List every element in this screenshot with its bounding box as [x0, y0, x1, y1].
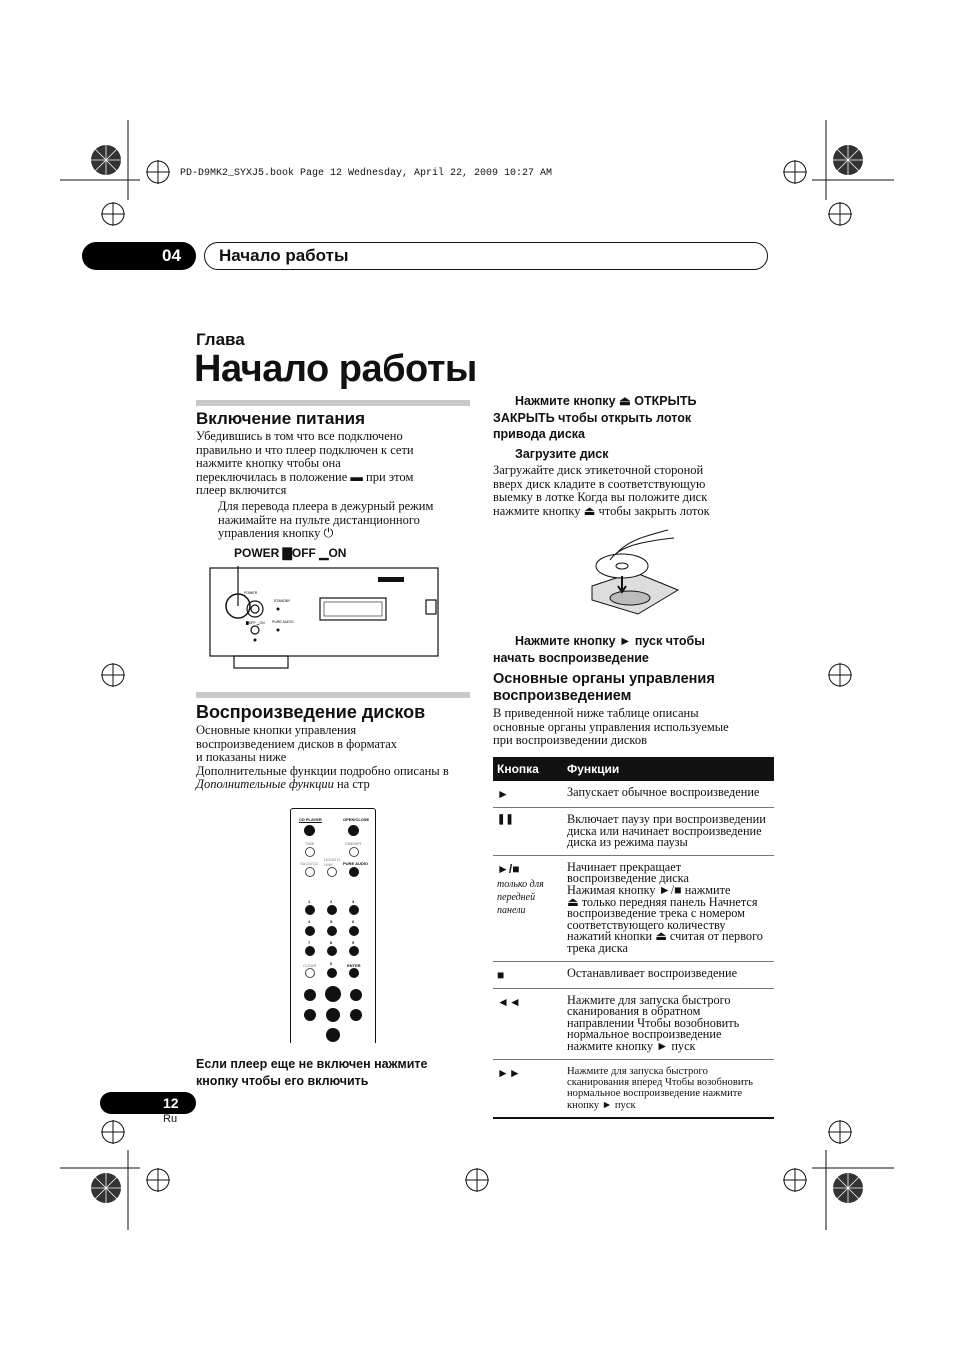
section-rule — [196, 400, 470, 406]
step-load-disc-heading: Загрузите диск — [515, 447, 609, 461]
chapter-label: Глава — [196, 330, 245, 349]
step-power-on: Если плеер еще не включен нажмите кнопку чтобы его включить — [196, 1057, 428, 1088]
remote-open-close-button — [348, 825, 359, 836]
remote-illustration: CD PLAYER OPEN/CLOSE TIME DIMMER SACD/CD LEGATO LINK PURE AUDIO 1 2 3 4 5 6 7 8 9 CLEAR 0 ENTER — [290, 808, 376, 1043]
remote-power-button — [304, 825, 315, 836]
table-row: ❚❚ Включает паузу при воспроизведении диска или начинает воспроизведение диска из режима паузы — [493, 808, 774, 856]
device-off-on-label: ▇OFF ▁ON — [246, 621, 265, 625]
chapter-tab-title: Начало работы — [219, 246, 349, 265]
table-row: ◄◄ Нажмите для запуска быстрого сканирования в обратном направлении Чтобы возобновить нормальное воспроизведение нажмите кнопку ► пуск — [493, 988, 774, 1059]
device-standby-label: STANDBY — [274, 599, 291, 603]
print-header: PD-D9MK2_SYXJ5.book Page 12 Wednesday, April 22, 2009 10:27 AM — [180, 168, 553, 179]
controls-heading: Основные органы управления воспроизведением — [493, 671, 715, 704]
step-open-tray: Нажмите кнопку ⏏ ОТКРЫТЬ ЗАКРЫТЬ чтобы открыть лоток привода диска — [493, 394, 697, 441]
page-number: 12 — [163, 1095, 179, 1111]
remote-enter-label: ENTER — [347, 963, 361, 968]
link-extra-functions: Дополнительные функции — [196, 777, 334, 792]
disc-heading: Воспроизведение дисков — [196, 702, 426, 722]
chapter-number-tab — [82, 242, 196, 270]
chapter-number: 04 — [162, 246, 181, 265]
chapter-title: Начало работы — [194, 348, 477, 390]
disc-loading-illustration — [588, 526, 680, 618]
fast-forward-button-symbol: ►► — [497, 1065, 521, 1080]
front-panel-only-note: только для передней панели — [497, 878, 544, 916]
controls-paragraph: В приведенной ниже таблице описаны основные органы управления используемые при воспроизведении дисков — [493, 706, 729, 748]
rewind-button-symbol: ◄◄ — [493, 988, 563, 1059]
table-row: ■ Останавливает воспроизведение — [493, 961, 774, 988]
table-row: ► Запускает обычное воспроизведение — [493, 781, 774, 808]
stop-button-symbol: ■ — [493, 961, 563, 988]
remote-open-close-label: OPEN/CLOSE — [343, 817, 370, 822]
page-number-tab — [100, 1092, 196, 1114]
controls-table — [493, 757, 774, 1119]
power-heading: Включение питания — [196, 409, 366, 428]
remote-legato-label: LEGATO LINK — [324, 857, 340, 867]
power-figure-label: POWER ▇OFF ▁ON — [234, 546, 347, 560]
section-rule — [196, 692, 470, 698]
play-button-symbol: ► — [493, 781, 563, 808]
step-play: Нажмите кнопку ► пуск чтобы начать воспроизведение — [493, 634, 705, 665]
disc-paragraph: Основные кнопки управления воспроизведением дисков в форматах и показаны ниже Дополнительные функции подробно описаны в Дополнительные функции на стр — [196, 723, 449, 792]
remote-clear-label: CLEAR — [303, 963, 317, 968]
language-code: Ru — [163, 1113, 178, 1125]
power-note: Для перевода плеера в дежурный режим нажимайте на пульте дистанционного управления кнопку ⏻ — [218, 499, 434, 541]
remote-cd-player-label: CD PLAYER — [299, 817, 322, 822]
chapter-title-tab — [204, 242, 768, 270]
power-paragraph: Убедившись в том что все подключено правильно и что плеер подключен к сети нажмите кнопку чтобы она переключилась в положение ▬ при этом плеер включится — [196, 429, 414, 498]
remote-dimmer-label: DIMMER — [345, 841, 362, 846]
remote-sacd-label: SACD/CD — [300, 861, 319, 866]
remote-pure-audio-label: PURE AUDIO — [343, 861, 368, 866]
step-load-disc-text: Загружайте диск этикеточной стороной вверх диск кладите в соответствующую выемку в лотке Когда вы положите диск нажмите кнопку ⏏ чтобы закрыть лоток — [493, 463, 710, 518]
table-header-functions: Функции — [563, 757, 774, 781]
table-row: ►► Нажмите для запуска быстрого сканирования вперед Чтобы возобновить нормальное воспроизведение нажмите кнопку ► пуск — [493, 1059, 774, 1117]
device-pure-audio-label: PURE AUDIO — [272, 620, 294, 624]
table-header-button: Кнопка — [493, 757, 563, 781]
front-panel-illustration — [200, 560, 445, 680]
play-stop-button-symbol: ►/■ — [497, 861, 520, 876]
table-row: ►/■ только для передней панели Начинает прекращает воспроизведение диска Нажимая кнопку ►/■ нажмите ⏏ только передняя панель Начнется воспроизведение трека с номером соответствующего количеству нажатий кнопки ⏏ считая от первого трека диска — [493, 855, 774, 961]
device-power-label: POWER — [244, 591, 258, 595]
remote-time-label: TIME — [305, 841, 315, 846]
pause-button-symbol: ❚❚ — [493, 808, 563, 856]
